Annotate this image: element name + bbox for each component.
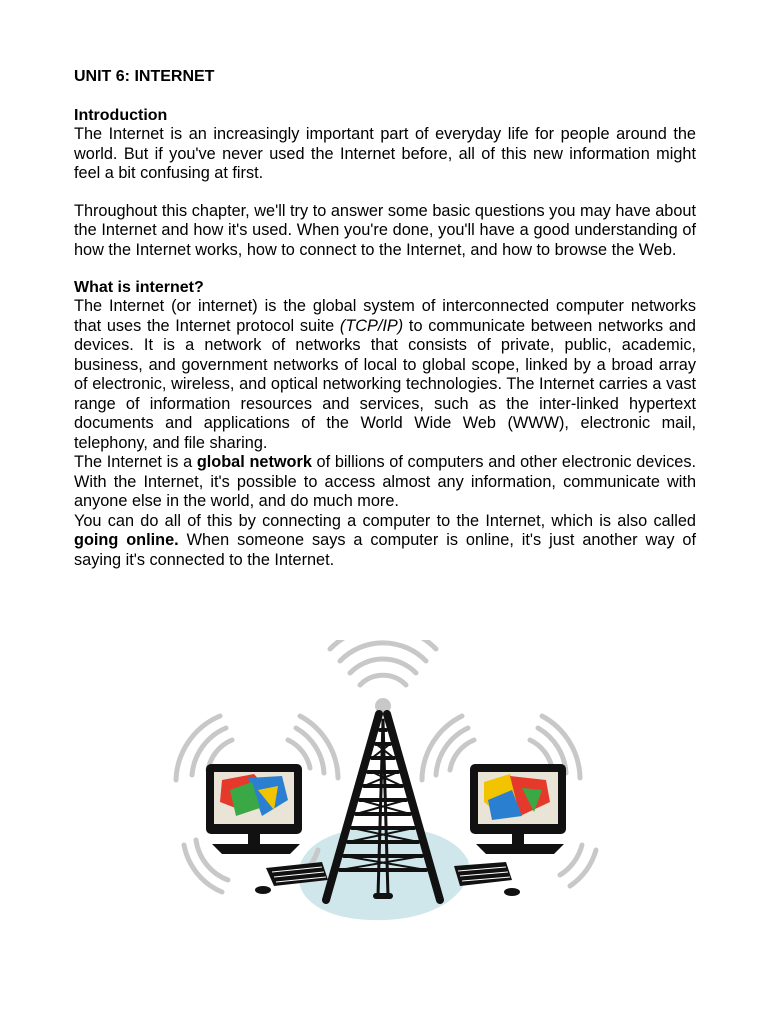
intro-paragraph-2: Throughout this chapter, we'll try to answer some basic questions you may have about the Internet and how it's used. When you're done, you'll have a good understanding of how the Internet works, how to connect to the Internet, and how to browse the Web. <box>74 201 696 259</box>
global-network-bold: global network <box>196 453 312 471</box>
what-is-p3-text-b: When someone says a computer is online, it's just another way of saying it's connected to the Internet. <box>74 531 696 569</box>
what-is-internet-heading: What is internet? <box>74 279 204 296</box>
network-diagram-svg <box>150 640 620 930</box>
what-is-paragraph-3 <box>74 512 696 571</box>
left-computer-icon <box>206 764 328 894</box>
what-is-paragraph-2 <box>74 453 696 512</box>
intro-paragraph-1: The Internet is an increasingly important part of everyday life for people around the world. But if you've never used the Internet before, all of this new information might feel a bit confusing at first. <box>74 125 696 182</box>
wireless-network-illustration <box>150 640 620 930</box>
tower-signal-arcs-icon <box>330 640 436 685</box>
unit-title: UNIT 6: INTERNET <box>74 68 215 85</box>
antenna-tower-icon <box>326 698 440 900</box>
document-page <box>74 67 696 570</box>
what-is-paragraph-1 <box>74 297 696 453</box>
right-computer-icon <box>454 764 566 896</box>
what-is-p3-text-a: You can do all of this by connecting a computer to the Internet, which is also called <box>74 511 696 530</box>
intro-heading: Introduction <box>74 107 168 124</box>
what-is-p2-text-b: of billions of computers and other electronic devices. With the Internet, it's possible to access almost any information, communicate with anyone else in the world, and do much more. <box>74 453 696 510</box>
what-is-p2-text-a: The Internet is a <box>74 453 197 471</box>
what-is-p1-text-b: to communicate between networks and devices. It is a network of networks that consists of private, public, academic, business, and government networks of local to global scope, linked by a broad array of electronic, wireless, and optical networking technologies. The Internet carries a vast range of information resources and services, such as the inter-linked hypertext documents and applications of the World Wide Web (WWW), electronic mail, telephony, and file sharing. <box>74 316 696 452</box>
tcp-ip-italic: (TCP/IP) <box>339 316 404 335</box>
going-online-bold: going online. <box>74 531 179 549</box>
what-is-p1-text-a: The Internet (or internet) is the global system of interconnected computer networks that uses the Internet protocol suite <box>74 297 696 335</box>
